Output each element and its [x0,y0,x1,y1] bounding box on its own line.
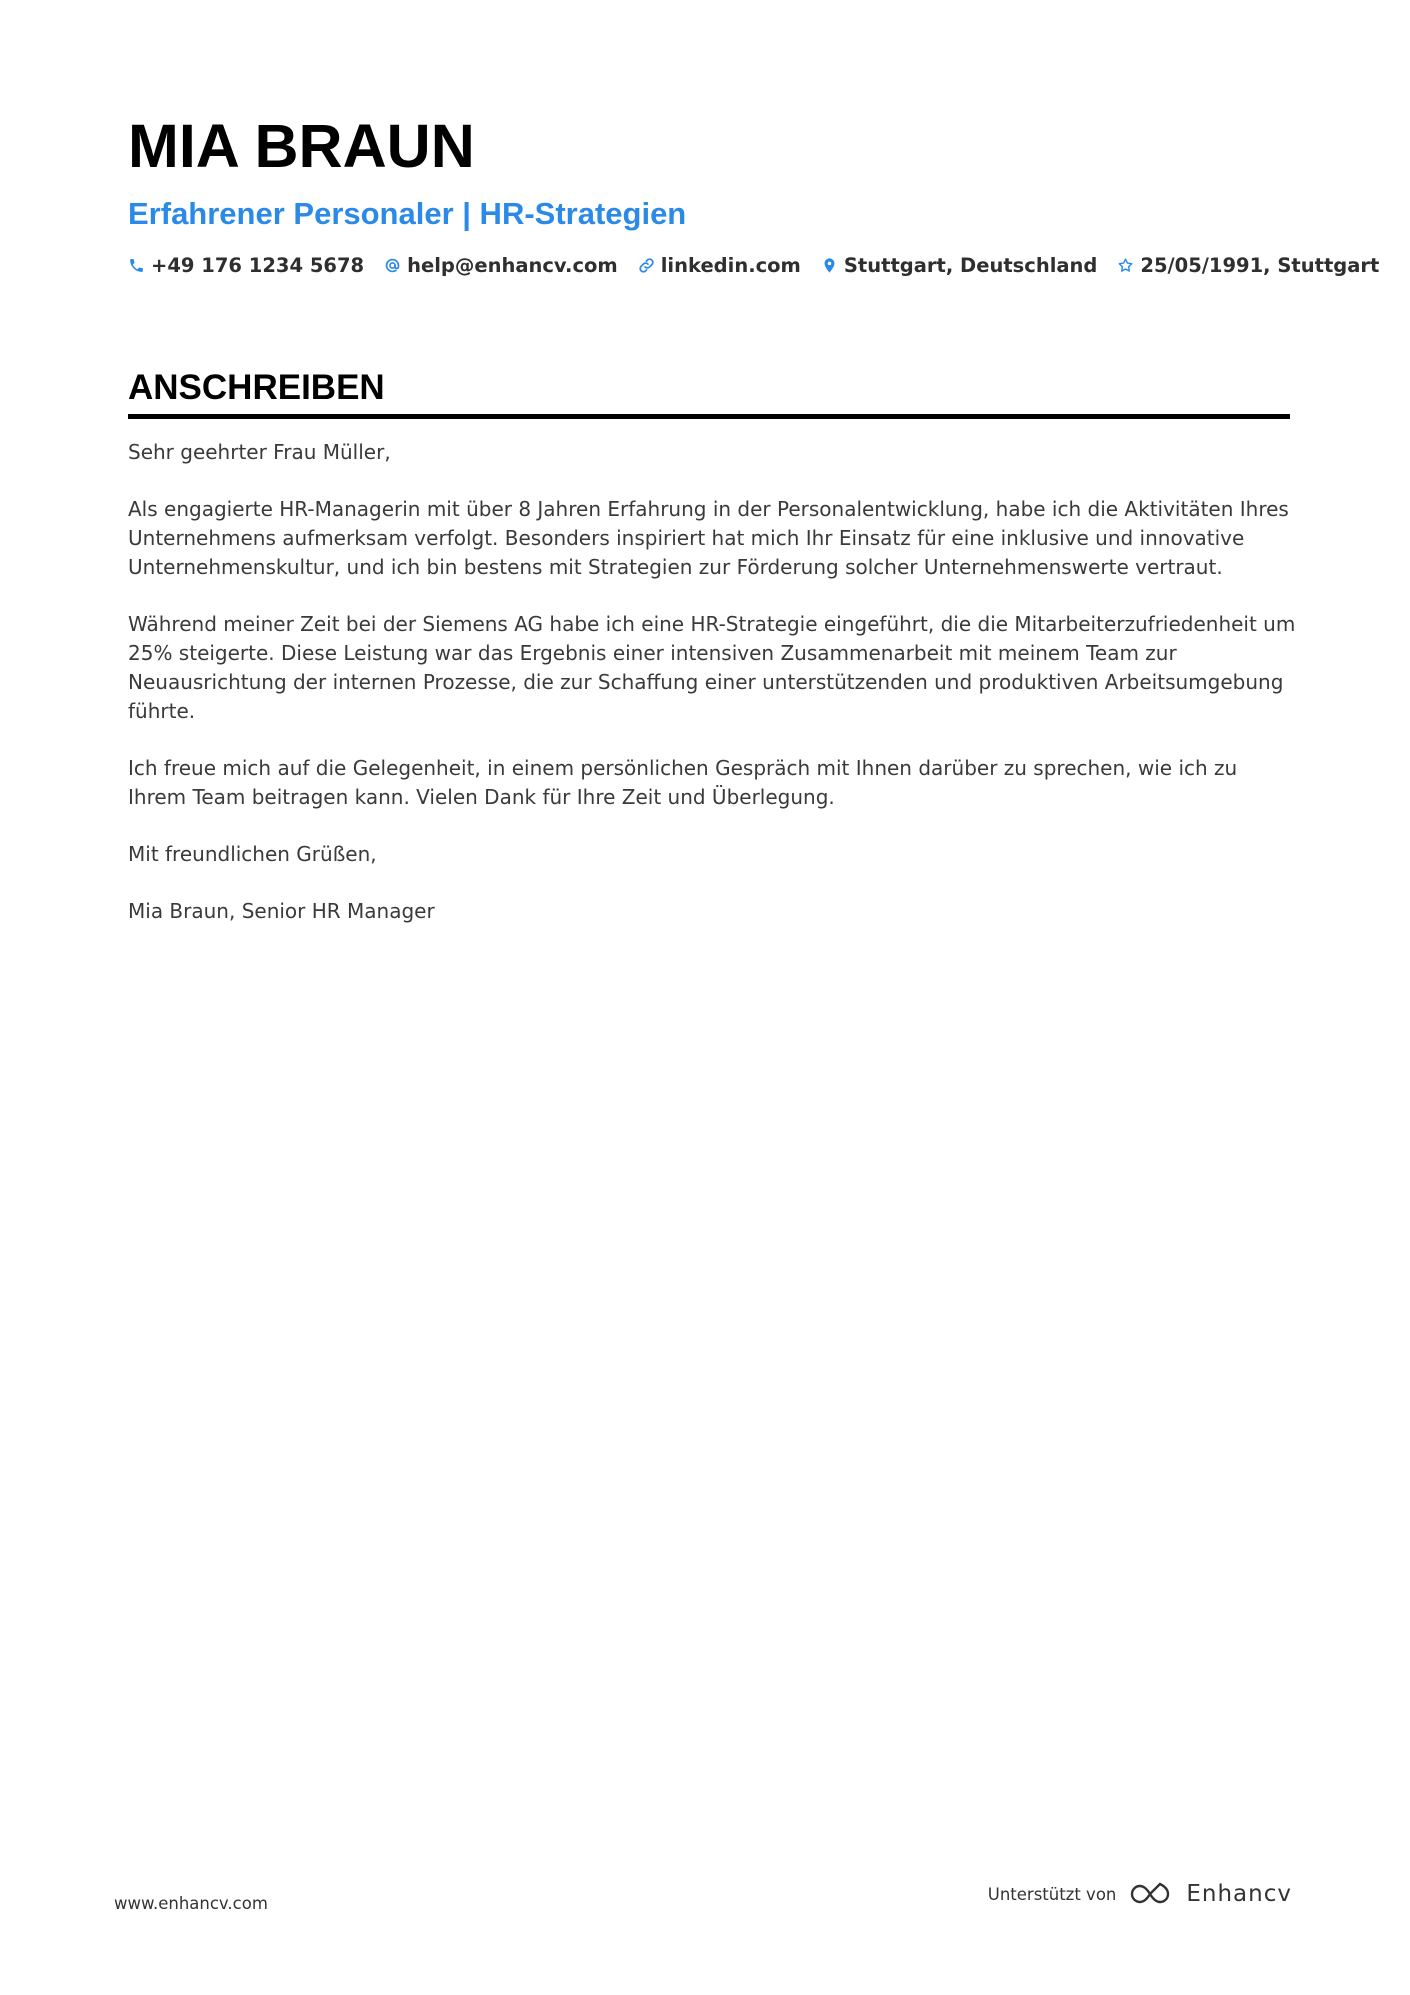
location-text: Stuttgart, Deutschland [843,254,1098,277]
footer-branding [988,1880,1292,1908]
closing: Mit freundlichen Grüßen, [128,842,377,866]
birth-text: 25/05/1991, Stuttgart [1140,254,1380,277]
contact-email [384,254,618,277]
linkedin-text: linkedin.com [660,254,801,277]
paragraph: Während meiner Zeit bei der Siemens AG habe ich eine HR-Strategie eingeführt, die die Mitarbeiterzufriedenheit um 25% steigerte. Diese Leistung war das Ergebnis einer intensiven Zusammenarbeit mit meinem Team zur Neuausrichtung der internen Prozesse, die zur Schaffung einer unterstützenden und produktiven Arbeitsumgebung führte. [128,612,1296,723]
salutation: Sehr geehrter Frau Müller, [128,440,391,464]
location-pin-icon [821,257,838,274]
header [128,108,1380,277]
signature: Mia Braun, Senior HR Manager [128,899,435,923]
phone-text: +49 176 1234 5678 [151,254,365,277]
contact-birth [1117,254,1379,277]
applicant-name: MIA BRAUN [128,112,475,180]
enhancv-logo-icon [1128,1880,1174,1908]
paragraph: Ich freue mich auf die Gelegenheit, in einem persönlichen Gespräch mit Ihnen darüber zu sprechen, wie ich zu Ihrem Team beitragen kann. Vielen Dank für Ihre Zeit und Überlegung. [128,756,1238,809]
paragraph: Als engagierte HR-Managerin mit über 8 Jahren Erfahrung in der Personalentwicklung, habe ich die Aktivitäten Ihres Unternehmens aufmerksam verfolgt. Besonders inspiriert hat mich Ihr Einsatz für eine inklusive und innovative Unternehmenskultur, und ich bin bestens mit Strategien zur Förderung solcher Unternehmenswerte vertraut. [128,497,1289,579]
brand-name: Enhancv [1186,1881,1292,1907]
letter-body [128,438,1298,954]
email-text: help@enhancv.com [407,254,618,277]
at-icon [384,257,401,274]
contact-location [821,254,1098,277]
applicant-title: Erfahrener Personaler | HR-Strategien [128,196,687,231]
contact-phone [128,254,364,277]
star-icon [1117,257,1134,274]
phone-icon [128,257,145,274]
section-title: ANSCHREIBEN [128,366,1290,419]
powered-by-label: Unterstützt von [987,1884,1117,1904]
contact-info [128,254,1380,277]
link-icon [638,257,655,274]
contact-linkedin [638,254,801,277]
footer-website[interactable]: www.enhancv.com [114,1894,268,1913]
